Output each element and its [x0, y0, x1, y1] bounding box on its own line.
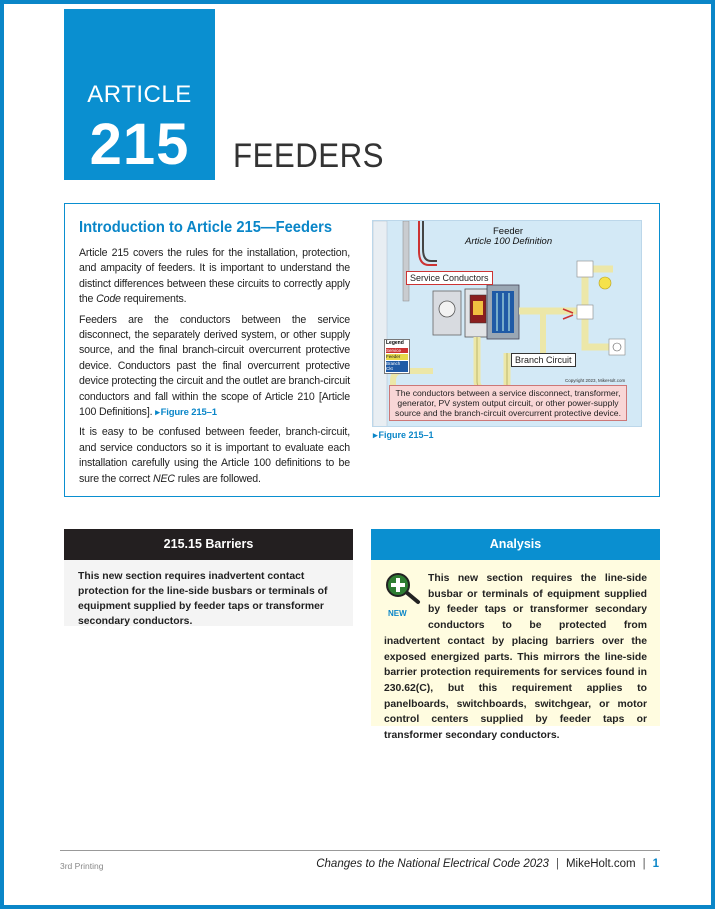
footer-printing: 3rd Printing [60, 861, 104, 871]
footer-site: MikeHolt.com [565, 858, 636, 870]
magnifier-plus-icon [384, 572, 424, 606]
intro-p2-text: Feeders are the conductors between the service disconnect, the separately derived system, or other supply source, and the final branch-circuit overcurrent protective device. Conductors past the final overcurrent protective device protecting the circuit and the outlet are branch-circuit conductors and fall within the scope of Article 210 [Article 100 Definitions]. [79, 313, 350, 419]
figure-copyright: Copyright 2023, MikeHolt.com [565, 378, 626, 383]
legend-item-branch: Branch Ckt [386, 361, 408, 372]
intro-p1-text: Article 215 covers the rules for the installation, protection, and ampacity of feeders. It is important to understand the distinct differences between these circuits to correctly apply the [79, 247, 350, 306]
legend-box [384, 339, 410, 374]
intro-heading: Introduction to Article 215—Feeders [79, 219, 333, 236]
new-badge-label: NEW [388, 609, 407, 618]
legend-title: Legend [386, 340, 404, 346]
figure-subtitle: Article 100 Definition [465, 236, 553, 247]
figure-caption-reference[interactable]: ▸ Figure 215–1 [373, 430, 434, 441]
branch-circuit-label: Branch Circuit [511, 353, 576, 367]
footer-page-number: 1 [652, 858, 659, 870]
article-title: FEEDERS [233, 137, 384, 175]
legend-item-service: Service [386, 348, 408, 354]
footer-separator-2: | [642, 858, 646, 870]
code-italic: Code [96, 293, 121, 306]
new-badge-icon [384, 572, 424, 620]
intro-paragraph-3 [79, 425, 350, 487]
intro-p1-end: requirements. [120, 293, 187, 306]
intro-paragraph-1 [79, 246, 350, 308]
article-number: 215 [89, 112, 190, 177]
intro-paragraph-2 [79, 313, 350, 421]
intro-text [79, 246, 350, 492]
barriers-body: This new section requires inadvertent contact protection for the line-side busbars or terminals of equipment supplied by feeder taps or transformer secondary conductors. [64, 560, 353, 626]
footer-divider [60, 850, 660, 851]
figure-title: Feeder [493, 226, 524, 237]
analysis-body [371, 560, 660, 742]
figure-reference-link[interactable]: ▸ Figure 215–1 [155, 407, 217, 418]
footer-separator-1: | [555, 858, 559, 870]
intro-p3-text: It is easy to be confused between feeder, branch-circuit, and service conductors so it is important to evaluate each installation carefully using the Article 100 definitions to be sure the correct [79, 426, 350, 485]
article-block [64, 9, 215, 180]
footer-right [316, 858, 659, 870]
article-word: ARTICLE [87, 81, 192, 108]
service-conductors-label: Service Conductors [406, 271, 493, 285]
figure-caption-box: The conductors between a service disconnect, transformer, generator, PV system output circuit, or other power-supply source and the branch-circuit overcurrent protective device. [389, 385, 627, 421]
legend-item-feeder: Feeder [386, 354, 408, 360]
page [4, 4, 711, 905]
intro-box [64, 203, 660, 497]
figure-215-1-illustration [372, 220, 642, 427]
nec-italic: NEC [153, 472, 175, 485]
analysis-text: This new section requires the line-side busbar or terminals of equipment supplied by feeder taps or transformer secondary conductors to be protected from inadvertent contact by placing barriers over the exposed energized parts. This mirrors the line-side barrier protection requirements for services found in 230.62(C), but this requirement applies to panelboards, switchboards, switchgear, or motor control centers supplied by feeder taps or transformer secondary conductors. [384, 573, 647, 742]
analysis-heading: Analysis [371, 529, 660, 560]
barriers-heading: 215.15 Barriers [64, 529, 353, 560]
intro-p3-end: rules are followed. [174, 472, 261, 485]
footer-book-title: Changes to the National Electrical Code 2023 [316, 858, 549, 870]
